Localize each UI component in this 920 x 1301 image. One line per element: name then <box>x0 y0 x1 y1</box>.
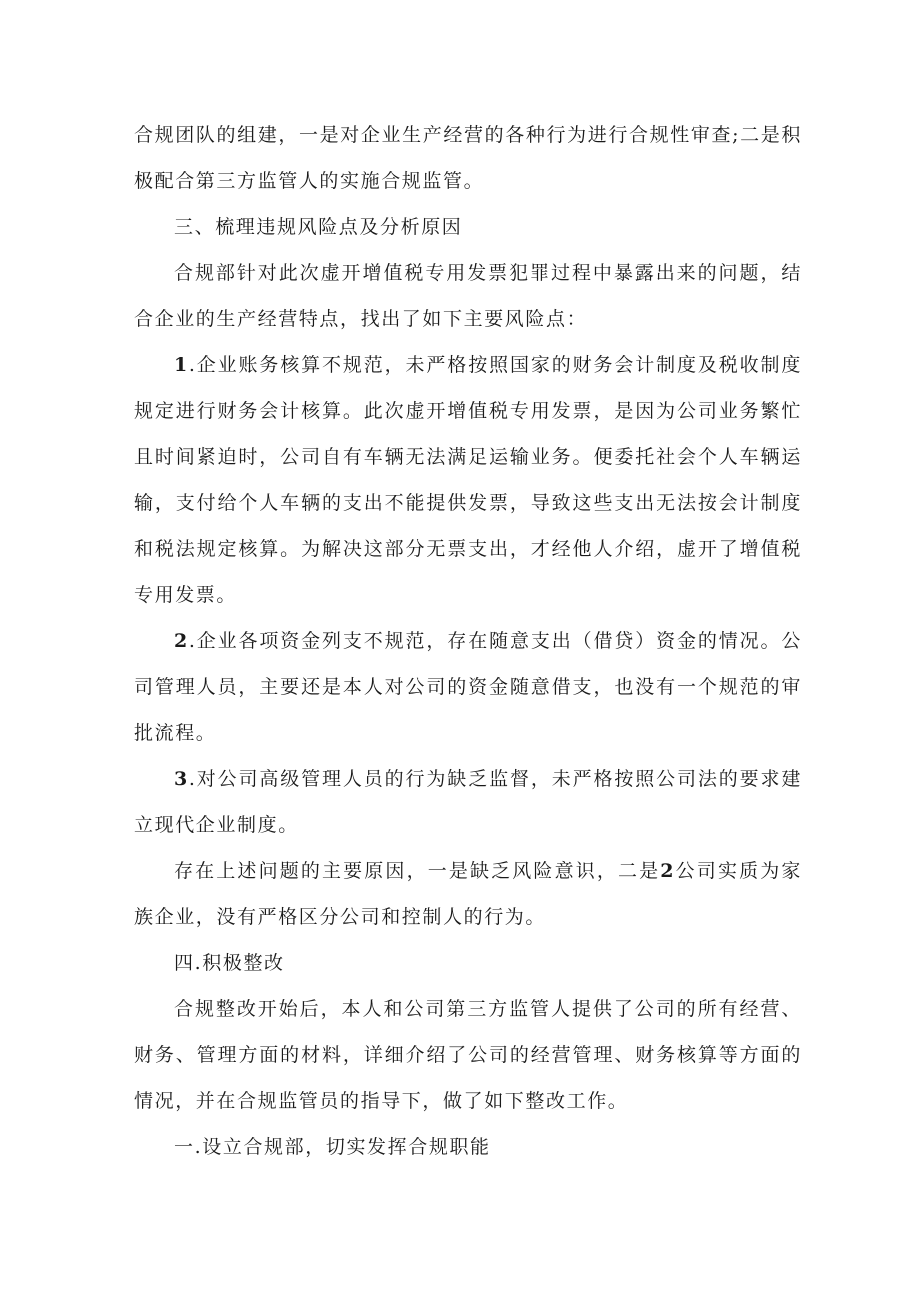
list-item-text: .企业各项资金列支不规范，存在随意支出（借贷）资金的情况。公司管理人员，主要还是本人对公司的资金随意借支，也没有一个规范的审批流程。 <box>134 630 802 744</box>
list-item-risk-3 <box>134 756 802 848</box>
heading-text: 三、梳理违规风险点及分析原因 <box>174 216 463 238</box>
paragraph-compliance-team <box>134 112 802 204</box>
heading-text: 一.设立合规部，切实发挥合规职能 <box>174 1136 491 1158</box>
paragraph-text-after: 公司实质为家族企业，没有严格区分公司和控制人的行为。 <box>134 860 802 928</box>
paragraph-risk-intro <box>134 250 802 342</box>
list-item-risk-2 <box>134 618 802 756</box>
paragraph-text: 合规部针对此次虚开增值税专用发票犯罪过程中暴露出来的问题，结合企业的生产经营特点，找出了如下主要风险点： <box>134 262 802 330</box>
inline-number: 2 <box>660 860 676 882</box>
list-item-text: .对公司高级管理人员的行为缺乏监督，未严格按照公司法的要求建立现代企业制度。 <box>134 768 802 836</box>
list-item-number: 2 <box>174 630 189 652</box>
paragraph-text: 合规团队的组建，一是对企业生产经营的各种行为进行合规性审查;二是积极配合第三方监管人的实施合规监管。 <box>134 124 802 192</box>
list-item-risk-1 <box>134 342 802 618</box>
paragraph-rectification-intro <box>134 986 802 1124</box>
paragraph-text-before: 存在上述问题的主要原因，一是缺乏风险意识，二是 <box>174 860 661 882</box>
list-item-number: 1 <box>174 354 189 376</box>
list-item-number: 3 <box>174 768 189 790</box>
paragraph-main-causes <box>134 848 802 940</box>
list-item-text: .企业账务核算不规范，未严格按照国家的财务会计制度及税收制度规定进行财务会计核算。此次虚开增值税专用发票，是因为公司业务繁忙且时间紧迫时，公司自有车辆无法满足运输业务。便委托社会个人车辆运输，支付给个人车辆的支出不能提供发票，导致这些支出无法按会计制度和税法规定核算。为解决这部分无票支出，才经他人介绍，虚开了增值税专用发票。 <box>134 354 802 606</box>
section-heading-risk-points <box>134 204 802 250</box>
subheading-compliance-department <box>134 1124 802 1170</box>
section-heading-rectification <box>134 940 802 986</box>
paragraph-text: 合规整改开始后，本人和公司第三方监管人提供了公司的所有经营、财务、管理方面的材料，详细介绍了公司的经营管理、财务核算等方面的情况，并在合规监管员的指导下，做了如下整改工作。 <box>134 998 802 1112</box>
heading-text: 四.积极整改 <box>174 952 285 974</box>
